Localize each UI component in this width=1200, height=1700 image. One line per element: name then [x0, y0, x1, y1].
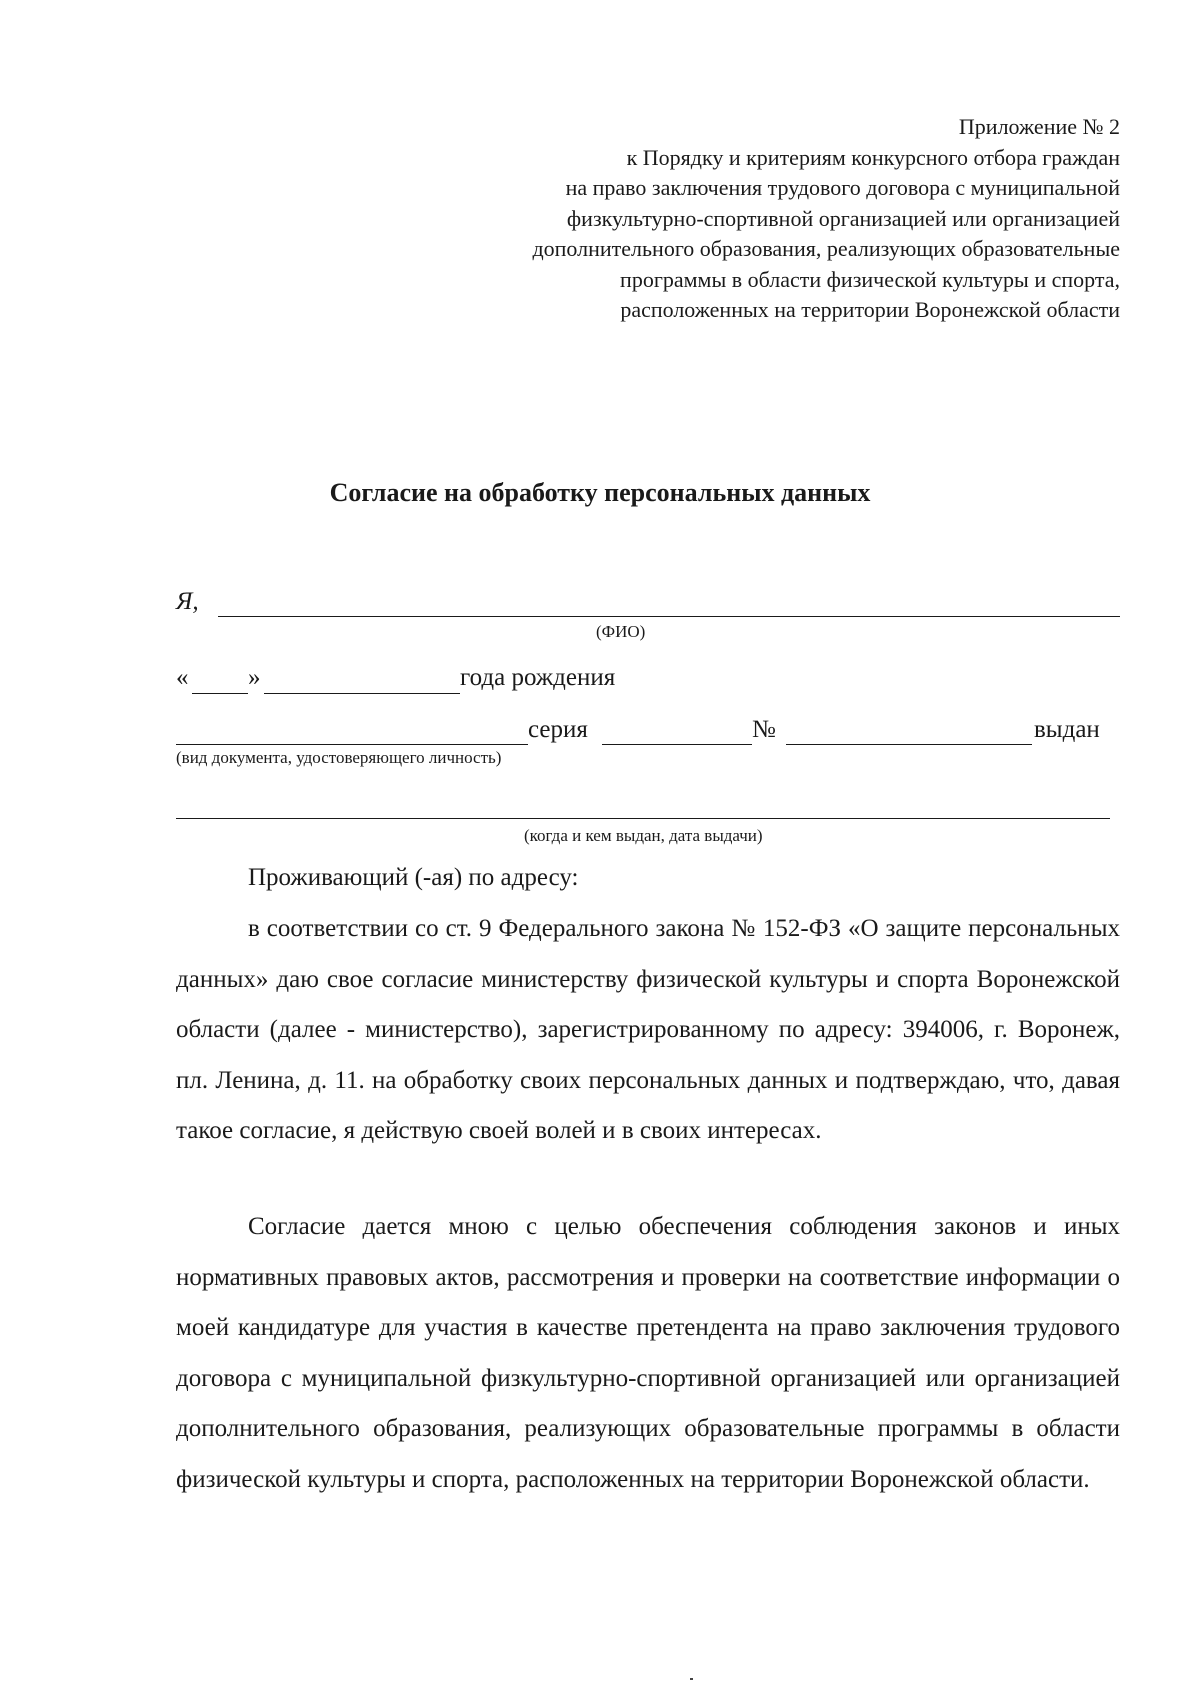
series-label: серия: [528, 716, 588, 743]
appendix-line: к Порядку и критериям конкурсного отбора граждан: [626, 144, 1120, 170]
issued-by-caption: (когда и кем выдан, дата выдачи): [524, 826, 763, 845]
number-input-line[interactable]: [786, 744, 1032, 745]
quote-close: »: [248, 664, 261, 691]
appendix-line: программы в области физической культуры и спорта,: [620, 266, 1120, 292]
issued-by-input-line[interactable]: [176, 818, 1110, 819]
consent-paragraph-2-text: Согласие дается мною с целью обеспечения соблюдения законов и иных нормативных правовых актов, рассмотрения и проверки на соответствие информации о моей кандидатуре для участия в качестве претендента на право заключения трудового договора с муниципальной физкультурно-спортивной организацией или организацией дополнительного образования, реализующих образовательные программы в области физической культуры и спорта, расположенных на территории Воронежской области.: [176, 1213, 1120, 1493]
consent-paragraph-2: [176, 1202, 1120, 1505]
number-label: №: [752, 716, 776, 743]
ya-label: Я,: [176, 588, 199, 615]
fio-input-line[interactable]: [218, 616, 1120, 617]
document-type-input-line[interactable]: [176, 744, 528, 745]
appendix-header: [400, 112, 1120, 326]
scan-dot: [690, 1678, 693, 1680]
birth-month-year-input-line[interactable]: [264, 693, 460, 694]
series-input-line[interactable]: [602, 744, 752, 745]
birth-label: года рождения: [460, 664, 616, 691]
appendix-line: расположенных на территории Воронежской области: [620, 297, 1120, 322]
appendix-line: физкультурно-спортивной организацией или организацией: [566, 205, 1120, 231]
fio-caption: (ФИО): [596, 622, 646, 641]
quote-open: «: [176, 664, 189, 691]
appendix-line: на право заключения трудового договора с муниципальной: [565, 175, 1120, 200]
address-label: Проживающий (-ая) по адресу:: [248, 864, 579, 891]
birth-day-input-line[interactable]: [192, 693, 248, 694]
document-title: Согласие на обработку персональных данных: [329, 478, 871, 507]
appendix-line: Приложение № 2: [958, 114, 1120, 139]
consent-paragraph-1: [176, 904, 1120, 1157]
issued-label: выдан: [1034, 716, 1100, 743]
document-type-caption: (вид документа, удостоверяющего личность): [176, 748, 502, 767]
appendix-line: дополнительного образования, реализующих образовательные: [532, 236, 1120, 261]
consent-paragraph-1-text: в соответствии со ст. 9 Федерального закона № 152-ФЗ «О защите персональных данных» даю свое согласие министерству физической культуры и спорта Воронежской области (далее - министерство), зарегистрированному по адресу: 394006, г. Воронеж, пл. Ленина, д. 11. на обработку своих персональных данных и подтверждаю, что, давая такое согласие, я действую своей волей и в своих интересах.: [176, 915, 1120, 1144]
